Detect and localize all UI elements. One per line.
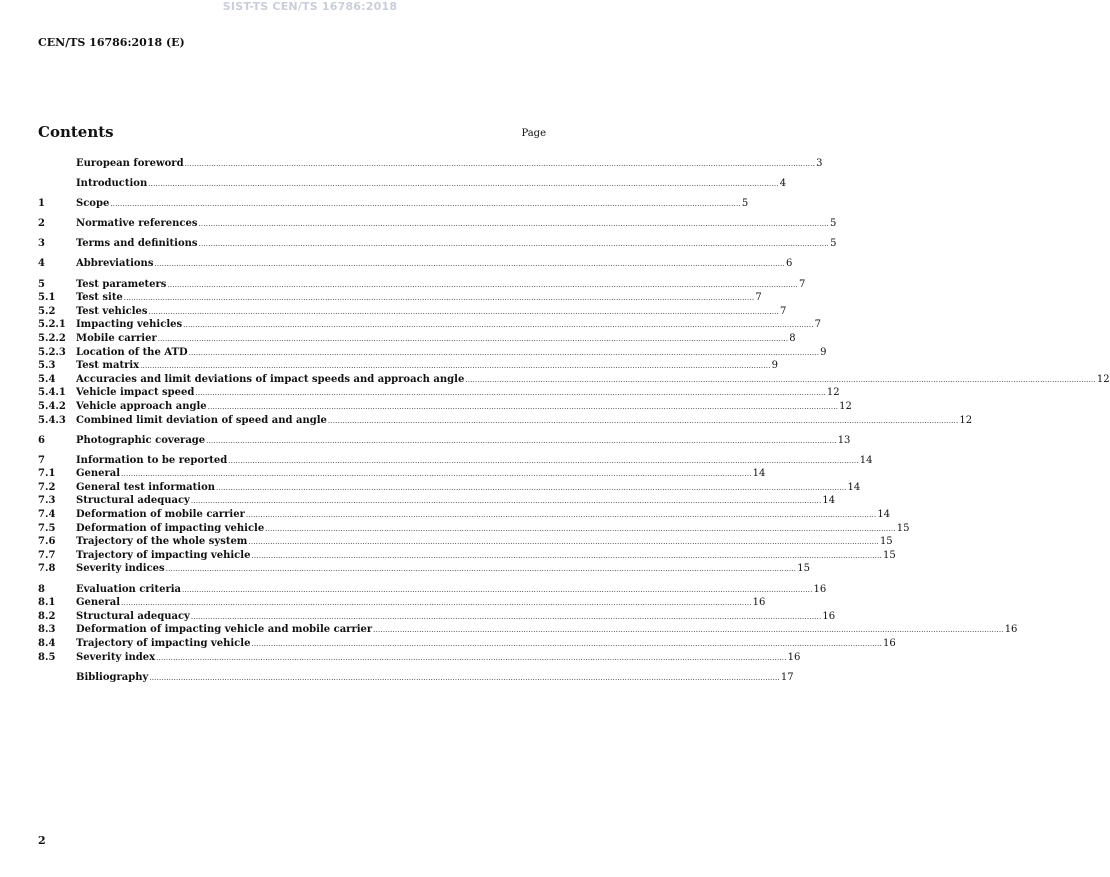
toc-entry[interactable] [38,596,766,610]
toc-entry[interactable] [38,549,896,563]
toc-entry[interactable] [38,434,851,448]
toc-entry[interactable] [38,610,836,624]
toc-entry-number: 5.2.2 [38,332,66,344]
toc-dot-leader: .................................................................................................................................................................................................................................................................... [140,362,771,371]
toc-dot-leader: .................................................................................................................................................................................................................................................................... [188,348,820,357]
toc-entry-page: 16 [822,610,836,622]
toc-entry-number: 8.5 [38,651,56,663]
toc-entry-page: 17 [780,671,794,683]
toc-entry-title: General test information [76,481,216,493]
toc-dot-leader: .................................................................................................................................................................................................................................................................... [121,470,752,479]
watermark: SIST-TS CEN/TS 16786:2018 [222,0,398,13]
toc-entry-number: 5.2.1 [38,319,66,331]
toc-dot-leader: .................................................................................................................................................................................................................................................................... [167,280,798,289]
toc-entry-title: Evaluation criteria [76,583,181,595]
toc-dot-leader: .................................................................................................................................................................................................................................................................... [190,497,822,506]
toc-entry-page: 7 [814,319,822,331]
toc-entry-title: Mobile carrier [76,332,157,344]
toc-entry-page: 9 [771,360,779,372]
toc-entry-number: 5.4.2 [38,400,66,412]
toc-entry-page: 14 [877,509,891,521]
contents-heading: Contents [38,123,114,141]
toc-entry-title: Photographic coverage [76,434,206,446]
toc-entry[interactable] [38,318,822,332]
toc-entry[interactable] [38,157,823,171]
toc-entry[interactable] [38,305,787,319]
toc-dot-leader: .................................................................................................................................................................................................................................................................... [248,538,879,547]
toc-entry-page: 5 [830,238,837,250]
toc-entry[interactable] [38,494,836,508]
toc-entry-page: 16 [752,597,766,609]
toc-entry-number: 1 [38,198,45,210]
toc-entry-number: 4 [38,258,45,270]
toc-entry-number: 8 [38,583,45,595]
toc-entry-title: Accuracies and limit deviations of impact speeds and approach angle [76,373,465,385]
toc-dot-leader: .................................................................................................................................................................................................................................................................... [251,639,882,648]
toc-entry-title: Vehicle impact speed [76,387,195,399]
toc-entry-title: Structural adequacy [76,610,190,622]
toc-dot-leader: .................................................................................................................................................................................................................................................................... [207,402,839,411]
toc-entry-page: 5 [741,198,749,210]
toc-entry-number: 7 [38,454,45,466]
toc-entry-page: 14 [859,454,873,466]
toc-entry-title: Deformation of impacting vehicle and mobile carrier [76,624,373,636]
toc-entry-title: Bibliography [76,671,149,683]
toc-entry-page: 15 [797,563,810,575]
toc-entry-number: 7.6 [38,536,56,548]
toc-entry[interactable] [38,651,801,665]
toc-entry-page: 16 [813,583,827,595]
toc-entry-title: Trajectory of impacting vehicle [76,549,251,561]
table-of-contents [38,157,1110,684]
toc-entry-number: 5.2 [38,305,56,317]
toc-dot-leader: .................................................................................................................................................................................................................................................................... [228,456,859,465]
toc-entry[interactable] [38,583,827,597]
toc-dot-leader: .................................................................................................................................................................................................................................................................... [190,612,822,621]
toc-entry-title: Combined limit deviation of speed and angle [76,414,327,426]
toc-entry-title: Test matrix [76,360,140,372]
toc-entry-page: 14 [752,468,766,480]
toc-entry-title: Trajectory of the whole system [76,536,248,548]
toc-entry-title: General [76,597,121,609]
toc-entry-title: Structural adequacy [76,495,190,507]
toc-entry-number: 8.1 [38,597,56,609]
toc-entry-number: 7.4 [38,509,56,521]
toc-entry-page: 13 [837,434,851,446]
toc-entry[interactable] [38,467,766,481]
toc-entry-number: 5 [38,278,45,290]
toc-dot-leader: .................................................................................................................................................................................................................................................................... [251,551,882,560]
toc-entry[interactable] [38,237,837,251]
toc-dot-leader: .................................................................................................................................................................................................................................................................... [183,321,814,330]
toc-entry-number: 7.8 [38,563,56,575]
toc-dot-leader: .................................................................................................................................................................................................................................................................... [165,565,797,574]
toc-entry[interactable] [38,291,762,305]
toc-dot-leader: .................................................................................................................................................................................................................................................................... [206,436,837,445]
toc-entry-title: Scope [76,198,110,210]
toc-dot-leader: .................................................................................................................................................................................................................................................................... [216,483,847,492]
toc-entry-title: Normative references [76,218,198,230]
toc-entry-page: 8 [789,332,796,344]
toc-entry[interactable] [38,359,779,373]
toc-entry-title: Impacting vehicles [76,319,183,331]
toc-entry-number: 5.3 [38,360,56,372]
page-number: 2 [38,834,46,847]
toc-entry[interactable] [38,177,787,191]
toc-dot-leader: .................................................................................................................................................................................................................................................................... [148,307,780,316]
toc-entry-title: Vehicle approach angle [76,400,207,412]
toc-entry[interactable] [38,562,810,576]
toc-dot-leader: .................................................................................................................................................................................................................................................................... [327,416,959,425]
toc-dot-leader: .................................................................................................................................................................................................................................................................... [123,294,755,303]
toc-entry-page: 16 [1004,624,1018,636]
toc-entry-title: Test vehicles [76,305,148,317]
toc-entry-title: Deformation of impacting vehicle [76,522,265,534]
toc-dot-leader: .................................................................................................................................................................................................................................................................... [198,240,830,249]
toc-entry-number: 8.2 [38,610,56,622]
toc-entry-number: 5.4.3 [38,414,66,426]
toc-entry-title: Trajectory of impacting vehicle [76,637,251,649]
toc-entry-page: 7 [798,278,806,290]
toc-entry-page: 7 [780,305,787,317]
toc-entry-page: 14 [822,495,836,507]
toc-dot-leader: .................................................................................................................................................................................................................................................................... [265,524,896,533]
toc-entry-page: 16 [882,637,896,649]
toc-entry[interactable] [38,386,840,400]
toc-entry-page: 15 [896,522,910,534]
toc-entry[interactable] [38,508,891,522]
toc-entry-number: 5.4 [38,373,56,385]
toc-entry-number: 5.4.1 [38,387,66,399]
toc-entry[interactable] [38,454,873,468]
toc-entry[interactable] [38,637,896,651]
toc-dot-leader: .................................................................................................................................................................................................................................................................... [182,585,813,594]
toc-entry[interactable] [38,217,837,231]
toc-entry-number: 5.2.3 [38,346,66,358]
toc-entry-number: 6 [38,434,45,446]
toc-entry-page: 4 [779,178,787,190]
toc-entry-title: European foreword [76,158,184,169]
toc-entry-page: 12 [826,387,840,399]
toc-entry[interactable] [38,400,852,414]
toc-entry[interactable] [38,671,794,685]
toc-entry-page: 15 [879,536,893,548]
toc-dot-leader: .................................................................................................................................................................................................................................................................... [245,511,877,520]
toc-entry-number: 7.5 [38,522,56,534]
toc-dot-leader: .................................................................................................................................................................................................................................................................... [465,375,1096,384]
toc-entry-page: 12 [839,400,852,412]
toc-dot-leader: .................................................................................................................................................................................................................................................................... [154,260,785,269]
toc-dot-leader: .................................................................................................................................................................................................................................................................... [121,599,752,608]
toc-entry-page: 3 [816,158,823,169]
toc-entry-number: 7.3 [38,495,56,507]
toc-entry-page: 16 [787,651,801,663]
toc-entry-title: Test site [76,292,123,304]
toc-entry[interactable] [38,257,793,271]
toc-dot-leader: .................................................................................................................................................................................................................................................................... [148,180,779,189]
toc-entry-page: 6 [785,258,793,270]
toc-entry-title: Abbreviations [76,258,154,270]
toc-entry-title: Deformation of mobile carrier [76,509,245,521]
toc-dot-leader: .................................................................................................................................................................................................................................................................... [110,200,741,209]
toc-entry[interactable] [38,332,796,346]
toc-entry[interactable] [38,481,861,495]
toc-entry-title: Severity indices [76,563,165,575]
toc-dot-leader: .................................................................................................................................................................................................................................................................... [373,626,1004,635]
toc-entry-title: General [76,468,121,480]
toc-entry-title: Terms and definitions [76,238,198,250]
toc-entry[interactable] [38,278,806,292]
toc-entry-title: Information to be reported [76,454,228,466]
toc-entry-page: 9 [820,346,827,358]
toc-entry-number: 8.3 [38,624,56,636]
page-column-heading: Page [521,128,546,139]
toc-entry[interactable] [38,522,910,536]
toc-entry[interactable] [38,414,973,428]
toc-dot-leader: .................................................................................................................................................................................................................................................................... [198,220,830,229]
toc-entry-page: 5 [830,218,837,230]
toc-entry[interactable] [38,535,893,549]
toc-entry-page: 15 [882,549,896,561]
toc-entry-title: Introduction [76,178,148,190]
toc-entry-title: Location of the ATD [76,346,188,358]
toc-dot-leader: .................................................................................................................................................................................................................................................................... [156,653,787,662]
toc-entry-page: 12 [959,414,973,426]
toc-entry-number: 8.4 [38,637,56,649]
toc-entry-number: 5.1 [38,292,56,304]
toc-entry-number: 7.7 [38,549,56,561]
toc-entry-number: 3 [38,238,45,250]
toc-dot-leader: .................................................................................................................................................................................................................................................................... [149,673,780,682]
toc-entry-number: 2 [38,218,45,230]
toc-entry-page: 14 [847,481,861,493]
toc-entry[interactable] [38,197,749,211]
document-identifier: CEN/TS 16786:2018 (E) [38,36,185,49]
toc-dot-leader: .................................................................................................................................................................................................................................................................... [195,389,826,398]
toc-dot-leader: .................................................................................................................................................................................................................................................................... [184,160,816,168]
toc-entry[interactable] [38,373,1110,387]
toc-entry[interactable] [38,623,1018,637]
toc-entry-title: Severity index [76,651,156,663]
toc-entry-number: 7.2 [38,481,56,493]
toc-entry-page: 12 [1096,373,1110,385]
toc-entry-title: Test parameters [76,278,167,290]
toc-entry[interactable] [38,346,827,360]
toc-entry-number: 7.1 [38,468,56,480]
toc-dot-leader: .................................................................................................................................................................................................................................................................... [157,334,789,343]
toc-entry-page: 7 [755,292,762,304]
